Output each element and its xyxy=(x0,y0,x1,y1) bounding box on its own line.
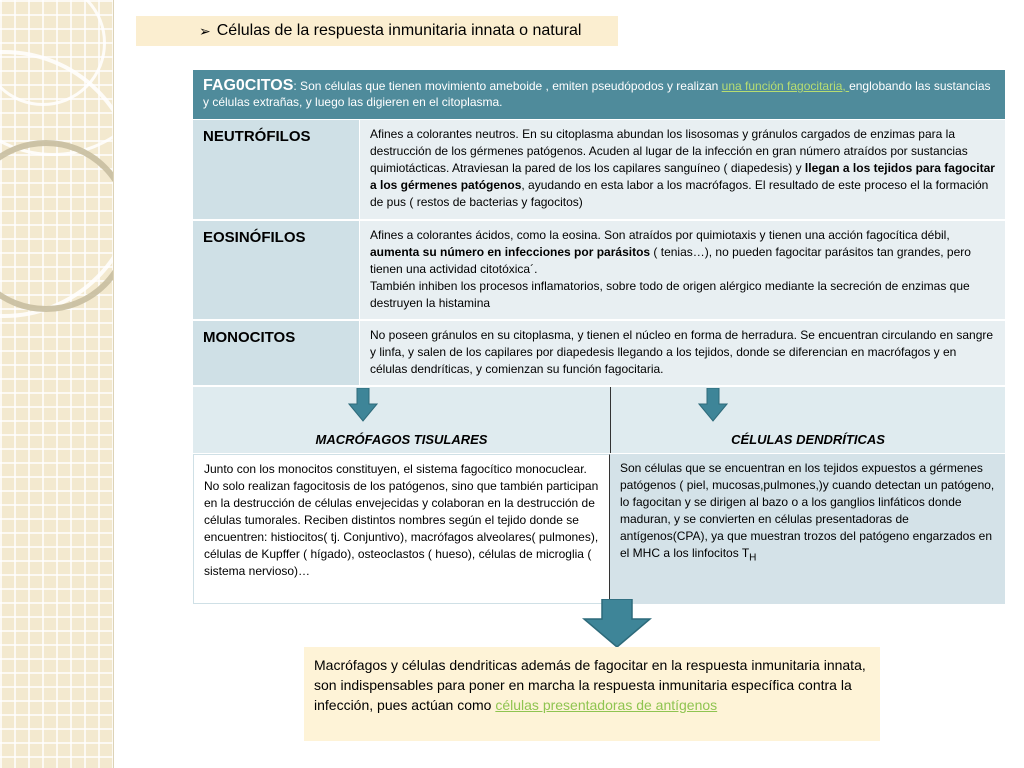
row-label-neutrofilos: NEUTRÓFILOS xyxy=(193,120,360,219)
desc-text: También inhiben los procesos inflamatorios, sobre todo de origen alérgico mediante la secreción de enzimas que destruyen la histamina xyxy=(370,279,970,310)
table-row xyxy=(193,120,1005,221)
desc-text: Afines a colorantes ácidos, como la eosina. Son atraídos por quimiotaxis y tienen una acción fagocítica débil, xyxy=(370,228,950,242)
macrofagos-description: Junto con los monocitos constituyen, el sistema fagocítico monocuclear. No solo realizan fagocitosis de los patógenos, sino que también participan en la destrucción de células envejecidas y colaboran en la destrucción de células tumorales. Reciben distintos nombres según el tejido donde se encuentren: histiocitos( tj. Conjuntivo), macrófagos alveolares( pulmones), células de Kupffer ( hígado), osteoclastos ( hueso), células de microglia ( sistema nervioso)… xyxy=(193,454,610,604)
header-link[interactable]: una función fagocitaria, xyxy=(721,79,850,93)
phagocytes-table xyxy=(193,70,1005,604)
desc-text: Son células que se encuentran en los tejidos expuestos a gérmenes patógenos ( piel, mucosas,pulmones,)y cuando detectan un patógeno, lo fagocitan y se dirigen al bazo o a los ganglios linfáticos donde maduran, y se convierten en células presentadoras de antígenos(CPA), ya que muestran trozos del patógeno engarzados en el MHC a los linfocitos T xyxy=(620,461,995,560)
dendriticas-description xyxy=(610,454,1005,604)
decorative-side-panel xyxy=(0,0,114,768)
decorative-ring xyxy=(0,140,114,312)
desc-bold: llegan a los tejidos para fagocitar a los gérmenes patógenos xyxy=(370,161,995,192)
branch-label-macrofagos: MACRÓFAGOS TISULARES xyxy=(315,432,488,447)
summary-link[interactable]: células presentadoras de antígenos xyxy=(495,697,718,713)
subscript: H xyxy=(749,552,757,564)
bullet-arrow-icon: ➢ xyxy=(199,22,211,39)
row-desc-monocitos: No poseen gránulos en su citoplasma, y tienen el núcleo en forma de herradura. Se encuentran circulando en sangre y linfa, y salen de los capilares por diapedesis llegando a los tejidos, donde se diferencian en macrófagos y en células dendríticas, y comienzan su función fagocitaria. xyxy=(360,321,1005,385)
table-row xyxy=(193,321,1005,387)
row-desc-eosinofilos xyxy=(360,221,1005,319)
summary-box xyxy=(304,647,880,741)
branch-label-dendriticas: CÉLULAS DENDRÍTICAS xyxy=(731,432,885,447)
table-header xyxy=(193,70,1005,120)
down-arrow-icon xyxy=(698,388,728,422)
desc-text: , ayudando en esta labor a los macrófagos. El resultado de este proceso el la formación de pus ( restos de bacterias y fagocitos) xyxy=(370,178,989,209)
header-text-2: englobando las sustancias y células extrañas, y luego las digieren en el citoplasma. xyxy=(203,79,991,109)
big-down-arrow-icon xyxy=(582,599,652,649)
desc-text: ( tenias…), no pueden fagocitar parásitos tan grandes, pero tienen una actividad citotóxica´. xyxy=(370,245,971,276)
slide-title-text: Células de la respuesta inmunitaria innata o natural xyxy=(216,22,582,39)
row-label-eosinofilos: EOSINÓFILOS xyxy=(193,221,360,319)
header-text-1: : Son células que tienen movimiento ameboide , emiten pseudópodos y realizan xyxy=(293,79,722,93)
header-heading: FAG0CITOS xyxy=(203,77,294,94)
desc-text: Afines a colorantes neutros. En su citoplasma abundan los lisosomas y gránulos cargados de enzimas para la destrucción de los gérmenes patógenos. Acuden al lugar de la infección en gran número atraídos por sustancias quimiotácticas. Atraviesan la pared de los los capilares sanguíneo ( diapedesis) y xyxy=(370,127,968,175)
desc-bold: aumenta su número en infecciones por parásitos xyxy=(370,245,651,259)
slide-title xyxy=(136,16,618,46)
branch-content-row xyxy=(193,454,1005,604)
row-desc-neutrofilos xyxy=(360,120,1005,219)
summary-text: Macrófagos y células dendriticas además de fagocitar en la respuesta inmunitaria innata, son indispensables para poner en marcha la respuesta inmunitaria específica contra la infección, pues actúan como xyxy=(314,657,866,713)
branch-header-row xyxy=(193,387,1005,454)
down-arrow-icon xyxy=(348,388,378,422)
row-label-monocitos: MONOCITOS xyxy=(193,321,360,385)
table-row xyxy=(193,221,1005,321)
